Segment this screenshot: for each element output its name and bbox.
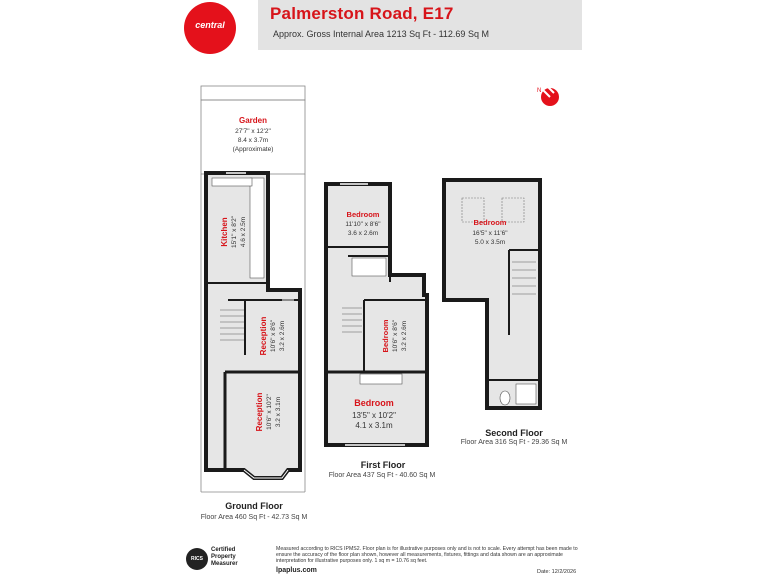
- garden-boundary: [201, 86, 305, 100]
- reception-2-label: Reception: [255, 392, 264, 432]
- bedroom-2-dim-ft: 10'6" x 8'6": [392, 319, 399, 353]
- rics-logo-icon: RICS: [186, 548, 208, 570]
- bathtub: [352, 258, 386, 276]
- ground-floor-label: Ground Floor: [225, 501, 283, 511]
- second-bedroom-dim-ft: 16'5" x 11'6": [472, 230, 508, 237]
- reception-2-dim-m: 3.2 x 3.1m: [275, 396, 282, 428]
- site-link[interactable]: lpaplus.com: [276, 567, 317, 574]
- certified-measurer-text: [211, 547, 238, 568]
- brand-logo-text: central: [195, 20, 225, 30]
- second-floor-label: Second Floor: [485, 428, 543, 438]
- first-floor-label: First Floor: [360, 460, 406, 470]
- property-line: Property: [211, 554, 236, 560]
- toilet: [500, 391, 510, 405]
- second-bedroom-dim-m: 5.0 x 3.5m: [474, 239, 506, 246]
- bedroom-3-label: Bedroom: [354, 398, 394, 408]
- ground-floor-area: Floor Area 460 Sq Ft - 42.73 Sq M: [200, 514, 308, 521]
- bedroom-3-dim-m: 4.1 x 3.1m: [355, 421, 393, 430]
- reception-1-label: Reception: [259, 316, 268, 356]
- first-floor-area: Floor Area 437 Sq Ft - 40.60 Sq M: [328, 472, 436, 479]
- bedroom-1-dim-m: 3.6 x 2.6m: [347, 230, 379, 237]
- second-floor-plan: [444, 180, 540, 408]
- bedroom-1-dim-ft: 11'10" x 8'6": [345, 221, 381, 228]
- bedroom-1-label: Bedroom: [346, 210, 380, 219]
- garden-note: (Approximate): [232, 146, 274, 153]
- kitchen-counter: [250, 178, 264, 278]
- reception-2-dim-ft: 10'6" x 10'2": [266, 394, 273, 430]
- bedroom-3-dim-ft: 13'5" x 10'2": [352, 411, 396, 420]
- reception-1-dim-m: 3.2 x 2.6m: [279, 320, 286, 352]
- second-floor-area: Floor Area 316 Sq Ft - 29.36 Sq M: [460, 439, 568, 446]
- svg-text:N: N: [537, 88, 542, 94]
- north-arrow-icon: [537, 85, 559, 106]
- page-title: Palmerston Road, E17: [270, 4, 454, 23]
- garden-dim-ft: 27'7" x 12'2": [235, 128, 271, 135]
- garden-dim-m: 8.4 x 3.7m: [237, 137, 269, 144]
- bedroom-2-label: Bedroom: [381, 319, 390, 353]
- garden-label: Garden: [238, 116, 268, 125]
- shower: [516, 384, 536, 404]
- plan-date: Date: 12/2/2026: [537, 569, 577, 575]
- reception-1-dim-ft: 10'6" x 8'6": [270, 319, 277, 353]
- disclaimer-text: Measured according to RICS IPMS2. Floor plan is for illustrative purposes only and is not to scale. Every attempt has been made to ensure the accuracy of the floor plan shown, however all measurements, fixtures, fittings and data shown are an approximate interpretation for illustrative purposes only. 1 sq m = 10.76 sq feet.: [276, 546, 578, 565]
- measurer-line: Measurer: [211, 561, 238, 567]
- kitchen-dim-ft: 15'1" x 8'2": [231, 215, 238, 249]
- certified-line: Certified: [211, 547, 236, 553]
- kitchen-counter: [212, 178, 252, 186]
- bedroom-2-dim-m: 3.2 x 2.6m: [401, 320, 408, 352]
- gross-area-subtitle: Approx. Gross Internal Area 1213 Sq Ft - 112.69 Sq M: [273, 29, 489, 39]
- wardrobe: [360, 374, 402, 384]
- second-bedroom-label: Bedroom: [473, 218, 507, 227]
- kitchen-label: Kitchen: [220, 217, 229, 247]
- kitchen-dim-m: 4.6 x 2.5m: [240, 216, 247, 248]
